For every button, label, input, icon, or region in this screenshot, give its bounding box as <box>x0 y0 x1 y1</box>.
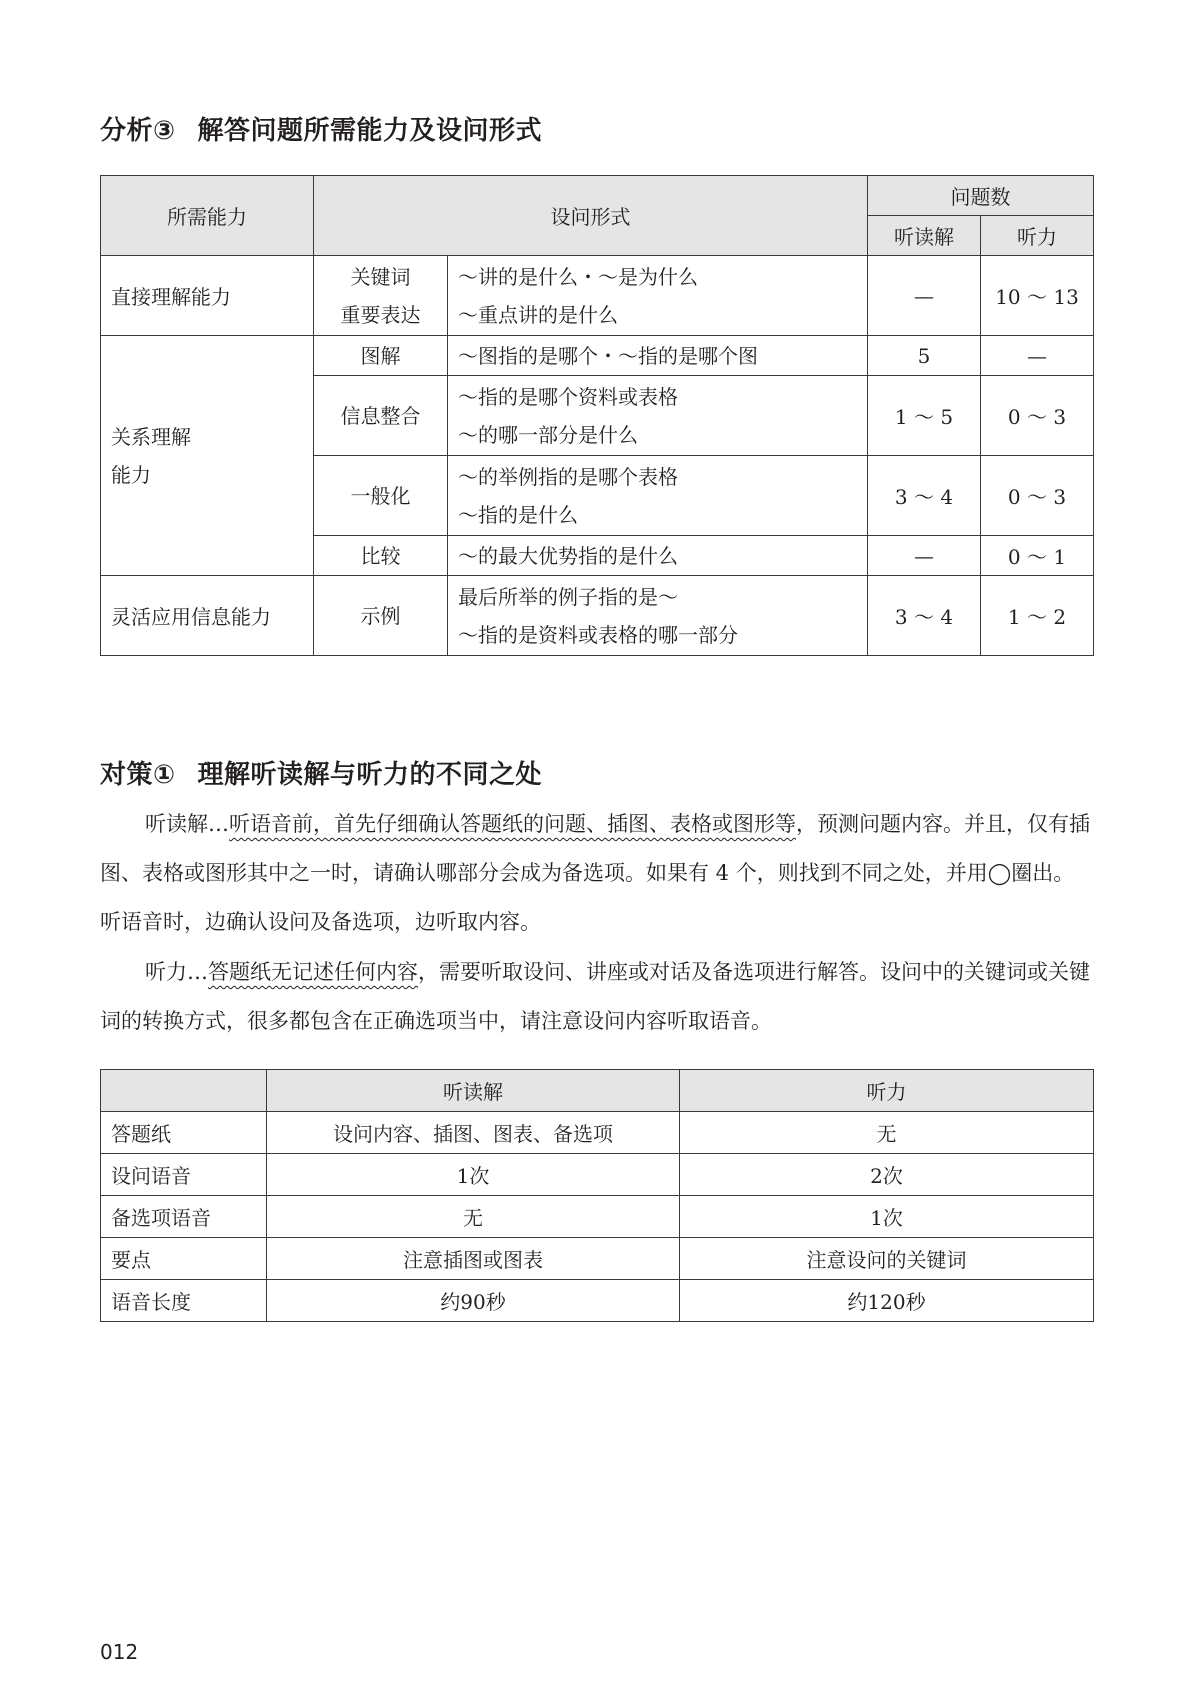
question-form-cell <box>448 576 868 656</box>
header-listen-read: 听读解 <box>868 216 981 256</box>
question-form-cell: ～的最大优势指的是什么 <box>448 536 868 576</box>
header-question-count: 问题数 <box>868 176 1094 216</box>
table-row <box>101 1280 1094 1322</box>
question-line: 最后所举的例子指的是～ <box>458 584 678 609</box>
section-heading-analysis <box>100 110 542 147</box>
section-number: 对策① <box>100 760 176 790</box>
table-row <box>101 256 1094 336</box>
sub-type-cell: 图解 <box>314 336 448 376</box>
table-row <box>101 1112 1094 1154</box>
section-number: 分析③ <box>100 116 176 146</box>
ability-cell: 灵活应用信息能力 <box>101 576 314 656</box>
section-title: 解答问题所需能力及设问形式 <box>197 116 543 146</box>
question-line: ～的举例指的是哪个表格 <box>458 464 678 489</box>
paragraph-lead: 听力… <box>145 960 208 984</box>
paragraph-listen-read <box>100 800 1093 947</box>
section-heading-strategy <box>100 754 542 791</box>
row-label: 备选项语音 <box>101 1196 267 1238</box>
listen-read-count: — <box>868 536 981 576</box>
sub-type-cell: 示例 <box>314 576 448 656</box>
listening-count: 1 ～ 2 <box>981 576 1094 656</box>
question-form-cell <box>448 456 868 536</box>
listening-value: 注意设问的关键词 <box>680 1238 1094 1280</box>
question-line: ～的哪一部分是什么 <box>458 422 638 447</box>
listen-read-value: 注意插图或图表 <box>267 1238 680 1280</box>
section-title: 理解听读解与听力的不同之处 <box>197 760 543 790</box>
ability-cell <box>101 336 314 576</box>
question-form-cell <box>448 256 868 336</box>
ability-question-table <box>100 175 1094 656</box>
ability-cell: 直接理解能力 <box>101 256 314 336</box>
page-number: 012 <box>100 1640 139 1664</box>
header-question-form: 设问形式 <box>314 176 868 256</box>
question-line: ～指的是资料或表格的哪一部分 <box>458 622 738 647</box>
listen-read-value: 1次 <box>267 1154 680 1196</box>
ability-line: 能力 <box>111 462 151 487</box>
question-line: ～指的是什么 <box>458 502 578 527</box>
paragraph-listening <box>100 948 1093 1046</box>
listen-read-count: — <box>868 256 981 336</box>
header-listening: 听力 <box>981 216 1094 256</box>
sub-type-cell: 信息整合 <box>314 376 448 456</box>
listening-count: — <box>981 336 1094 376</box>
listen-read-count: 3 ～ 4 <box>868 456 981 536</box>
emphasis-underline: 答题纸无记述任何内容 <box>208 960 418 984</box>
table-row <box>101 1196 1094 1238</box>
table-row <box>101 1238 1094 1280</box>
listen-read-value: 约90秒 <box>267 1280 680 1322</box>
sub-type-cell: 比较 <box>314 536 448 576</box>
paragraph-lead: 听读解… <box>145 812 229 836</box>
listening-value: 2次 <box>680 1154 1094 1196</box>
header-ability: 所需能力 <box>101 176 314 256</box>
sub-type-line: 关键词 <box>350 264 411 289</box>
paragraph-body: ，预测问题内容。并且，仅有插图、表格或图形其中之一时，请确认哪部分会成为备选项。如果有 4 个，则找到不同之处，并用◯圈出。听语音时，边确认设问及备选项，边听取内容。 <box>100 812 1090 934</box>
header-empty <box>101 1070 267 1112</box>
sub-type-cell <box>314 256 448 336</box>
listen-read-value: 设问内容、插图、图表、备选项 <box>267 1112 680 1154</box>
question-form-cell: ～图指的是哪个・～指的是哪个图 <box>448 336 868 376</box>
ability-line: 关系理解 <box>111 424 191 449</box>
table-row <box>101 1154 1094 1196</box>
table-row <box>101 576 1094 656</box>
row-label: 语音长度 <box>101 1280 267 1322</box>
listen-read-count: 3 ～ 4 <box>868 576 981 656</box>
question-line: ～重点讲的是什么 <box>458 302 618 327</box>
row-label: 要点 <box>101 1238 267 1280</box>
listen-read-count: 1 ～ 5 <box>868 376 981 456</box>
listen-read-count: 5 <box>868 336 981 376</box>
paragraph-body: ，需要听取设问、讲座或对话及备选项进行解答。设问中的关键词或关键词的转换方式，很多都包含在正确选项当中，请注意设问内容听取语音。 <box>100 960 1090 1033</box>
row-label: 设问语音 <box>101 1154 267 1196</box>
comparison-table <box>100 1069 1094 1322</box>
listening-count: 0 ～ 1 <box>981 536 1094 576</box>
listening-count: 10 ～ 13 <box>981 256 1094 336</box>
listening-value: 1次 <box>680 1196 1094 1238</box>
sub-type-cell: 一般化 <box>314 456 448 536</box>
header-listening: 听力 <box>680 1070 1094 1112</box>
question-line: ～讲的是什么・～是为什么 <box>458 264 698 289</box>
header-listen-read: 听读解 <box>267 1070 680 1112</box>
sub-type-line: 重要表达 <box>340 302 421 327</box>
emphasis-underline: 听语音前，首先仔细确认答题纸的问题、插图、表格或图形等 <box>229 812 796 836</box>
listening-value: 无 <box>680 1112 1094 1154</box>
listening-value: 约120秒 <box>680 1280 1094 1322</box>
question-line: ～指的是哪个资料或表格 <box>458 384 678 409</box>
listening-count: 0 ～ 3 <box>981 376 1094 456</box>
question-form-cell <box>448 376 868 456</box>
row-label: 答题纸 <box>101 1112 267 1154</box>
listening-count: 0 ～ 3 <box>981 456 1094 536</box>
table-row <box>101 336 1094 376</box>
listen-read-value: 无 <box>267 1196 680 1238</box>
